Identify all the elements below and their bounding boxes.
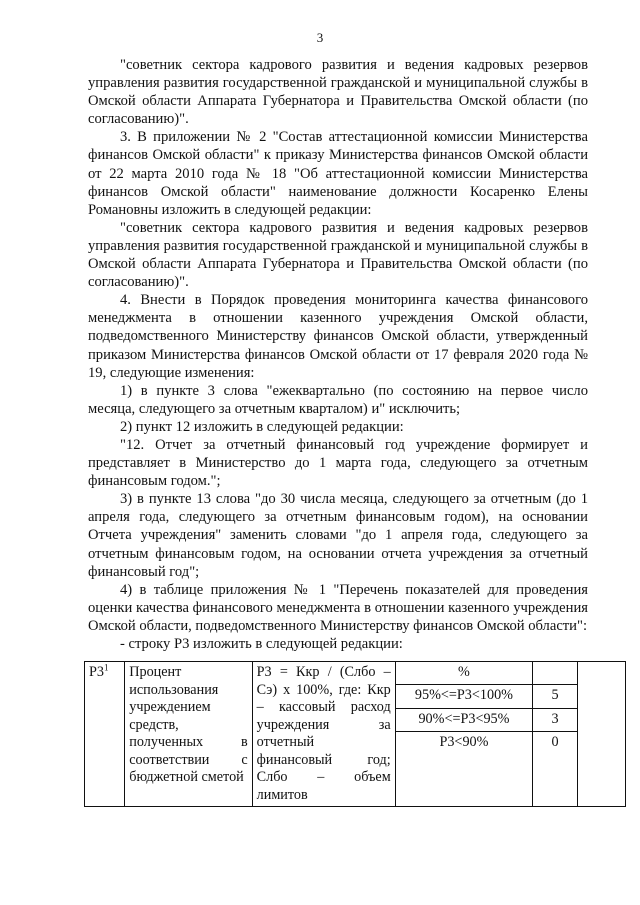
indicator-code-cell xyxy=(85,662,125,807)
indicator-formula: Р3 = Ккр / (Слбо – Сэ) х 100%, где: Ккр – кассовый расход учреждения за отчетный финансовый год; Слбо – объем лимитов xyxy=(252,662,395,807)
table-row-unit xyxy=(85,662,626,685)
page-number: 3 xyxy=(316,30,324,45)
paragraph: 2) пункт 12 изложить в следующей редакции: xyxy=(120,418,404,435)
table-empty-column xyxy=(577,662,625,807)
indicator-code-footnote: 1 xyxy=(103,662,109,673)
paragraph: 1) в пункте 3 слова "ежеквартально (по состоянию на первое число месяца, следующего за отчетным кварталом) и" исключить; xyxy=(88,382,588,417)
paragraph: "12. Отчет за отчетный финансовый год учреждение формирует и представляет в Министерство до 1 марта года, следующего за отчетным финансовым годом."; xyxy=(88,436,588,490)
score-cell: 0 xyxy=(533,732,578,807)
paragraph: "советник сектора кадрового развития и ведения кадровых резервов управления развития государственной гражданской и муниципальной службы в Омской области Аппарата Губернатора и Правительства Омской области (по согласованию)". xyxy=(88,219,588,291)
condition-cell: Р3<90% xyxy=(395,732,532,807)
paragraph: 3. В приложении № 2 "Состав аттестационной комиссии Министерства финансов Омской области" к приказу Министерства финансов Омской области от 22 марта 2010 года № 18 "Об аттестационной комиссии Министерства финансов Омской области" наименование должности Косаренко Елены Романовны изложить в следующей редакции: xyxy=(88,129,588,218)
paragraph: - строку Р3 изложить в следующей редакции: xyxy=(120,636,403,652)
indicator-name: Процент использования учреждением средств, полученных в соответствии с бюджетной сметой xyxy=(125,662,252,807)
indicator-table xyxy=(84,661,626,807)
paragraph: 4) в таблице приложения № 1 "Перечень показателей для проведения оценки качества финансового менеджмента в отношении казенного учреждения Омской области, подведомственного Министерству финансов Омской области": xyxy=(88,581,588,634)
condition-cell: 90%<=Р3<95% xyxy=(395,708,532,731)
indicator-code: Р3 xyxy=(89,664,104,680)
score-cell: 3 xyxy=(533,708,578,731)
condition-cell: 95%<=Р3<100% xyxy=(395,685,532,708)
indicator-unit: % xyxy=(395,662,532,685)
score-cell: 5 xyxy=(533,685,578,708)
document-body xyxy=(88,56,588,653)
paragraph: "советник сектора кадрового развития и ведения кадровых резервов управления развития государственной гражданской и муниципальной службы в Омской области Аппарата Губернатора и Правительства Омской области (по согласованию)". xyxy=(88,57,588,128)
paragraph: 4. Внести в Порядок проведения мониторинга качества финансового менеджмента в отношении казенного учреждения Омской области, подведомственного Министерству финансов Омской области, утвержденный приказом Министерства финансов Омской области от 17 февраля 2020 года № 19, следующие изменения: xyxy=(88,292,588,381)
paragraph: 3) в пункте 13 слова "до 30 числа месяца, следующего за отчетным (до 1 апреля года, следующего за отчетным финансовым годом), на основании Отчета учреждения" заменить словами "до 1 апреля года, следующего за отчетным финансовым годом, на основании отчета учреждения за отчетный финансовый год"; xyxy=(88,491,588,580)
score-cell-empty xyxy=(533,662,578,685)
